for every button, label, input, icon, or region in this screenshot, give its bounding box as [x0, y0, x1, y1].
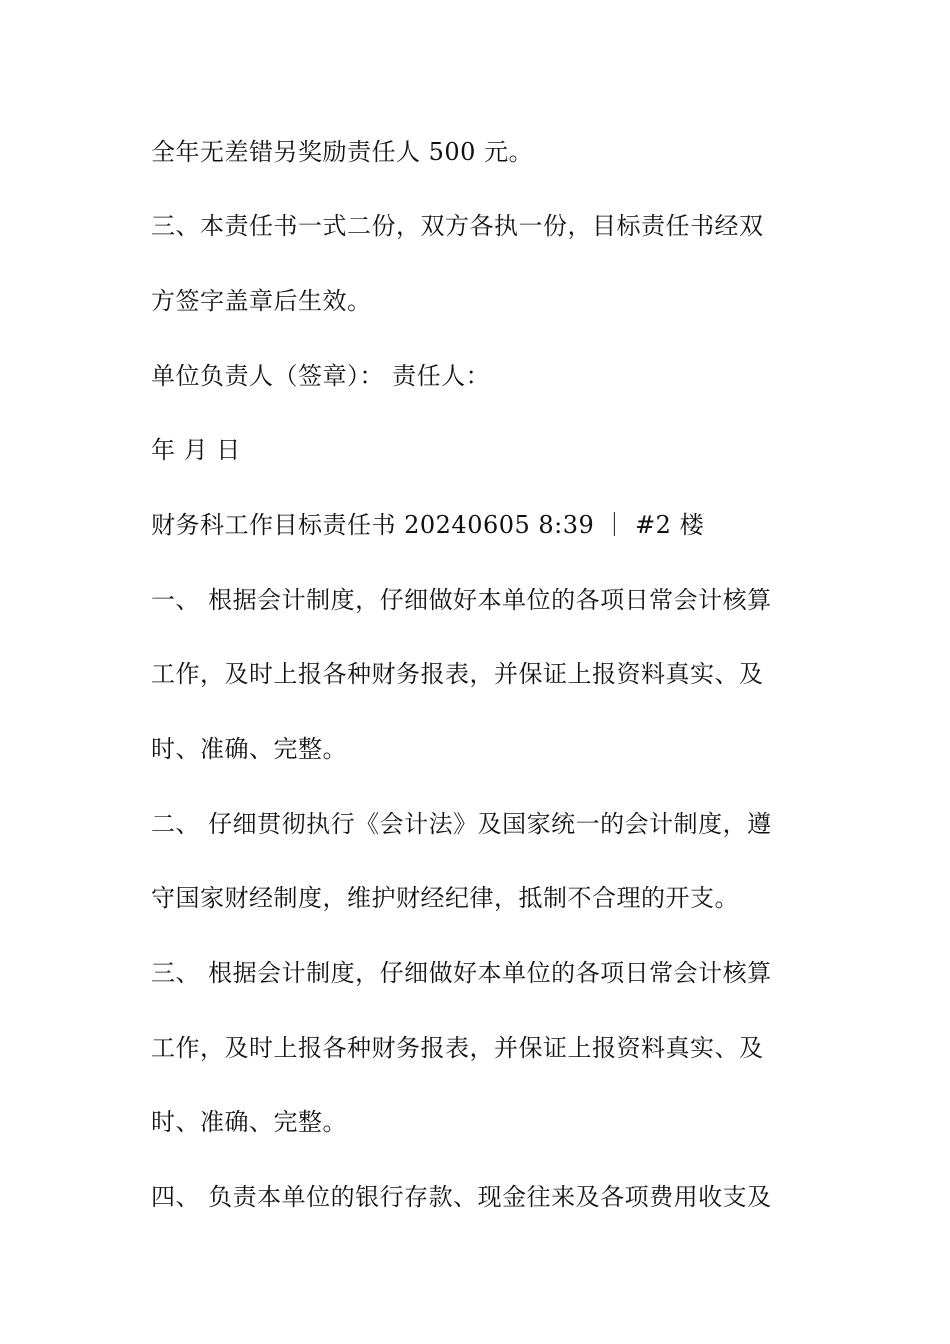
text-line-item-1: 一、 根据会计制度，仔细做好本单位的各项日常会计核算: [151, 586, 772, 614]
text-line-item-1-cont-b: 时、准确、完整。: [151, 735, 347, 763]
text-line-clause-3: 三、本责任书一式二份，双方各执一份，目标责任书经双: [151, 212, 764, 240]
text-line-item-2-cont: 守国家财经制度，维护财经纪律，抵制不合理的开支。: [151, 884, 739, 912]
text-line-signatures: 单位负责人（签章）： 责任人：: [151, 362, 491, 390]
text-line-date: 年 月 日: [151, 436, 241, 464]
text-line-item-3: 三、 根据会计制度，仔细做好本单位的各项日常会计核算: [151, 959, 772, 987]
text-line-item-3-cont-b: 时、准确、完整。: [151, 1108, 347, 1136]
text-line-bonus: 全年无差错另奖励责任人 500 元。: [151, 138, 534, 166]
text-line-item-3-cont-a: 工作，及时上报各种财务报表，并保证上报资料真实、及: [151, 1034, 764, 1062]
text-line-post-header: 财务科工作目标责任书 20240605 8:39 ｜ #2 楼: [151, 511, 705, 539]
text-line-item-1-cont-a: 工作，及时上报各种财务报表，并保证上报资料真实、及: [151, 660, 764, 688]
text-line-item-4: 四、 负责本单位的银行存款、现金往来及各项费用收支及: [151, 1183, 772, 1211]
text-line-clause-3-cont: 方签字盖章后生效。: [151, 287, 372, 315]
text-line-item-2: 二、 仔细贯彻执行《会计法》及国家统一的会计制度，遵: [151, 810, 772, 838]
